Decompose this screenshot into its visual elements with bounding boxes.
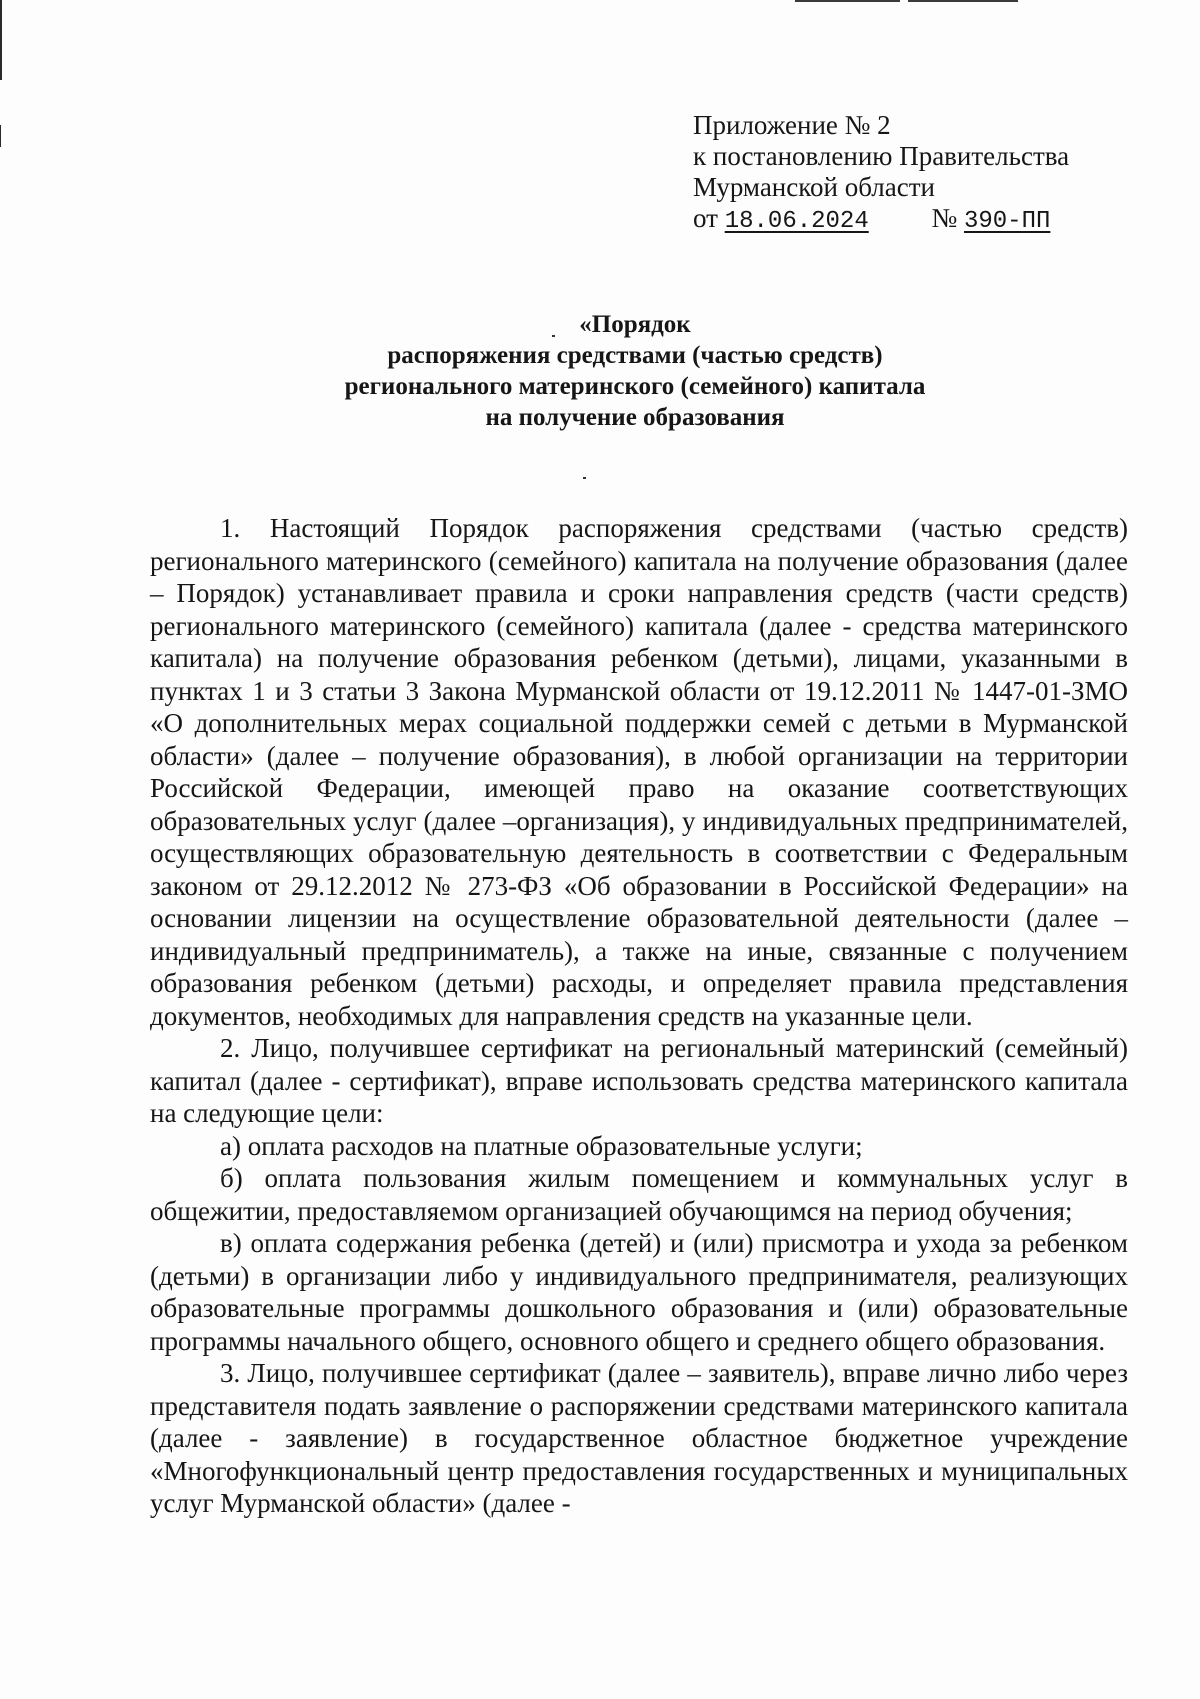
scan-edge-mark (0, 125, 1, 147)
document-title (150, 309, 1120, 433)
paragraph-item-2: 2. Лицо, получившее сертификат на региональный материнский (семейный) капитал (далее - сертификат), вправе использовать средства материнского капитала на следующие цели: (150, 1033, 1128, 1128)
title-line: распоряжения средствами (частью средств) (387, 342, 883, 369)
paragraph-subitem-b: б) оплата пользования жилым помещением и коммунальных услуг в общежитии, предоставляемом организацией обучающимся на период обучения; (150, 1163, 1128, 1226)
date-prefix: от (693, 203, 718, 233)
scan-top-mark (908, 0, 1018, 2)
title-line: на получение образования (485, 404, 785, 431)
appendix-header (693, 110, 1123, 237)
appendix-number: Приложение № 2 (693, 110, 891, 140)
decree-date: 18.06.2024 (724, 208, 869, 235)
appendix-region: Мурманской области (693, 172, 935, 202)
paragraph-subitem-a: а) оплата расходов на платные образовательные услуги; (220, 1130, 863, 1161)
appendix-date-line (693, 203, 1123, 237)
document-body (150, 512, 1128, 1520)
paragraph-subitem-v: в) оплата содержания ребенка (детей) и (или) присмотра и ухода за ребенком (детьми) в организации либо у индивидуального предпринимателя, реализующих образовательные программы дошкольного образования и (или) образовательные программы начального общего, основного общего и среднего общего образования. (150, 1228, 1128, 1356)
paragraph-item-3: 3. Лицо, получившее сертификат (далее – заявитель), вправе лично либо через представителя подать заявление о распоряжении средствами материнского капитала (далее - заявление) в государственное областное бюджетное учреждение «Многофункциональный центр предоставления государственных и муниципальных услуг Мурманской области» (далее - (150, 1358, 1128, 1518)
scan-speck (583, 477, 586, 479)
number-prefix: № (931, 203, 958, 233)
scan-speck (552, 335, 555, 337)
scan-top-mark (795, 0, 900, 2)
title-line: «Порядок (579, 311, 691, 338)
decree-number: 390-ПП (963, 208, 1051, 235)
scan-edge-line (0, 0, 2, 80)
paragraph-item-1: 1. Настоящий Порядок распоряжения средствами (частью средств) регионального материнского (семейного) капитала на получение образования (далее – Порядок) устанавливает правила и сроки направления средств (части средств) регионального материнского (семейного) капитала (далее - средства материнского капитала) на получение образования ребенком (детьми), лицами, указанными в пунктах 1 и 3 статьи 3 Закона Мурманской области от 19.12.2011 № 1447-01-ЗМО «О дополнительных мерах социальной поддержки семей с детьми в Мурманской области» (далее – получение образования), в любой организации на территории Российской Федерации, имеющей право на оказание соответствующих образовательных услуг (далее –организация), у индивидуальных предпринимателей, осуществляющих образовательную деятельность в соответствии с Федеральным законом от 29.12.2012 № 273-ФЗ «Об образовании в Российской Федерации» на основании лицензии на осуществление образовательной деятельности (далее – индивидуальный предприниматель), а также на иные, связанные с получением образования ребенком (детьми) расходы, и определяет правила представления документов, необходимых для направления средств на указанные цели. (150, 513, 1128, 1031)
appendix-decree-ref: к постановлению Правительства (693, 141, 1070, 171)
title-line: регионального материнского (семейного) капитала (344, 373, 926, 400)
